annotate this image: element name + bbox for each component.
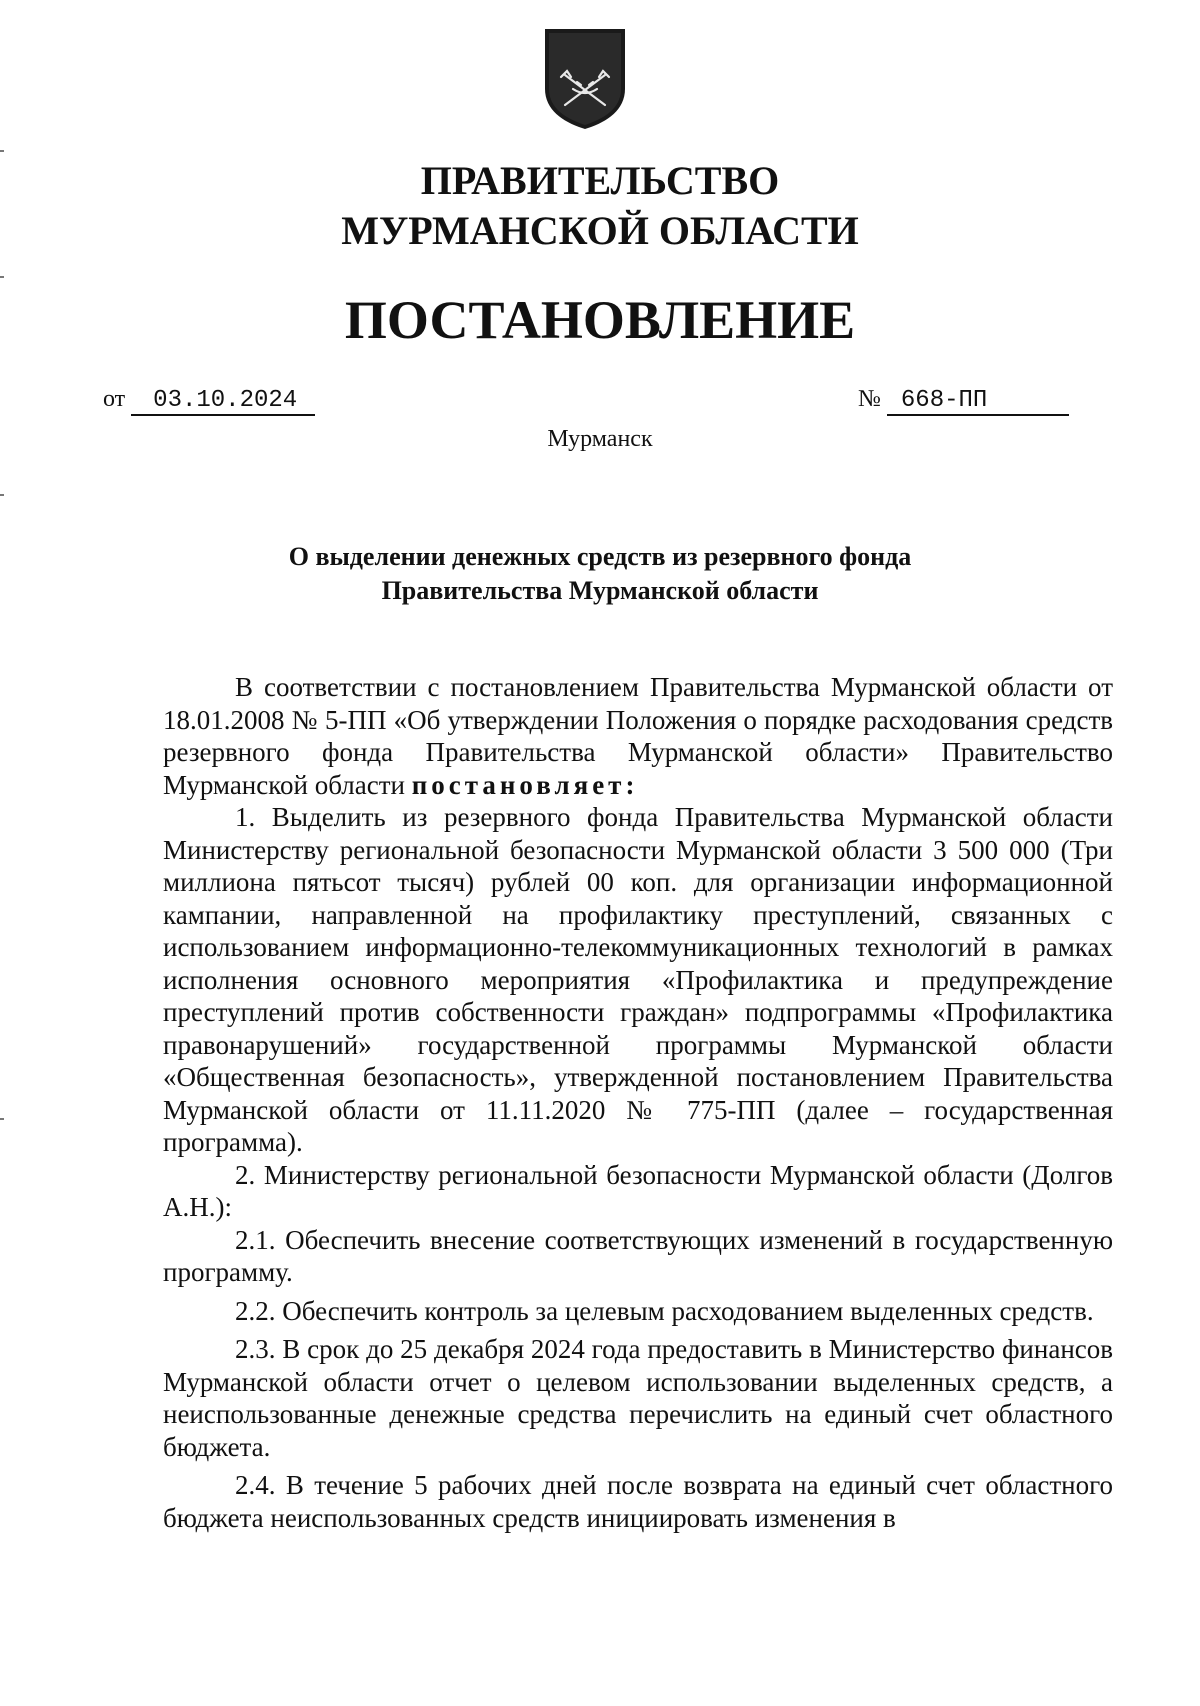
document-date [103,384,315,416]
organization-title-line1: ПРАВИТЕЛЬСТВО [420,158,780,203]
document-type: ПОСТАНОВЛЕНИЕ [344,290,856,350]
scan-margin-mark [0,276,4,278]
intro-paragraph [163,671,1113,801]
paragraph-2-1: 2.1. Обеспечить внесение соответствующих изменений в государственную программу. [163,1224,1113,1287]
intro-keyword: постановляет: [411,769,639,800]
coat-of-arms-icon [543,27,627,131]
number-label: № [858,386,881,412]
scan-margin-mark [0,150,4,152]
scan-margin-mark [0,1118,4,1120]
intro-text: В соответствии с постановлением Правительства Мурманской области от 18.01.2008 № 5-ПП «Об утверждении Положения о порядке расходования средств резервного фонда Правительства Мурманской области» Правительство Мурманской области [163,672,1113,800]
organization-title [0,156,1200,256]
document-body [163,671,1113,1534]
document-number [858,384,1069,416]
document-subject [0,540,1200,608]
document-city: Мурманск [547,426,653,452]
paragraph-2-3: 2.3. В срок до 25 декабря 2024 года предоставить в Министерство финансов Мурманской области отчет о целевом использовании выделенных средств, а неиспользованные денежные средства перечислить на единый счет областного бюджета. [163,1334,1113,1462]
organization-title-line2: МУРМАНСКОЙ ОБЛАСТИ [341,208,859,253]
paragraph-2: 2. Министерству региональной безопасности Мурманской области (Долгов А.Н.): [163,1159,1113,1222]
subject-line1: О выделении денежных средств из резервного фонда [288,542,912,571]
scan-margin-mark [0,494,4,496]
paragraph-2-4: 2.4. В течение 5 рабочих дней после возврата на единый счет областного бюджета неиспользованных средств инициировать изменения в [163,1470,1113,1533]
number-value: 668-ПП [887,388,1069,416]
date-label: от [103,386,126,412]
paragraph-2-2: 2.2. Обеспечить контроль за целевым расходованием выделенных средств. [235,1295,1094,1326]
paragraph-1: 1. Выделить из резервного фонда Правительства Мурманской области Министерству региональной безопасности Мурманской области 3 500 000 (Три миллиона пятьсот тысяч) рублей 00 коп. для организации информационной кампании, направленной на профилактику преступлений, связанных с использованием информационно-телекоммуникационных технологий в рамках исполнения основного мероприятия «Профилактика и предупреждение преступлений против собственности граждан» подпрограммы «Профилактика правонарушений» государственной программы Мурманской области «Общественная безопасность», утвержденной постановлением Правительства Мурманской области от 11.11.2020 № 775-ПП (далее – государственная программа). [163,802,1113,1157]
subject-line2: Правительства Мурманской области [381,576,819,605]
date-value: 03.10.2024 [131,388,315,416]
